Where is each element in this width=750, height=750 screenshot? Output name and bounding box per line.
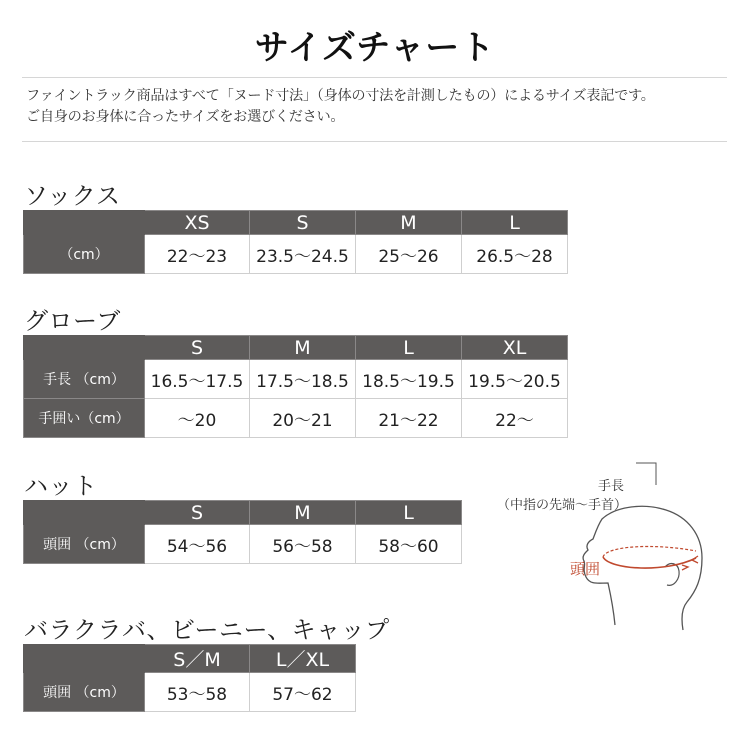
table-cell: 25〜26 bbox=[356, 235, 462, 274]
size-header: L bbox=[462, 211, 568, 235]
size-header: M bbox=[356, 211, 462, 235]
section-title-socks: ソックス bbox=[24, 182, 121, 210]
table-cell: 18.5〜19.5 bbox=[356, 360, 462, 399]
intro-line-2: ご自身のお身体に合ったサイズをお選びください。 bbox=[26, 109, 345, 125]
table-header-row bbox=[24, 211, 568, 235]
size-header: L／XL bbox=[250, 645, 356, 673]
gloves-size-table bbox=[23, 335, 568, 438]
table-cell: 26.5〜28 bbox=[462, 235, 568, 274]
head-circumference-label: 頭囲 bbox=[570, 560, 601, 578]
table-row bbox=[24, 525, 462, 564]
table-cell: 21〜22 bbox=[356, 399, 462, 438]
row-label: 頭囲 （cm） bbox=[24, 525, 145, 564]
table-corner bbox=[24, 501, 145, 525]
table-cell: 〜20 bbox=[145, 399, 250, 438]
divider-bottom bbox=[22, 141, 727, 142]
size-header: XS bbox=[145, 211, 250, 235]
table-cell: 22〜 bbox=[462, 399, 568, 438]
size-header: S bbox=[250, 211, 356, 235]
section-title-balaclava: バラクラバ、ビーニー、キャップ bbox=[24, 616, 390, 644]
row-label: （cm） bbox=[24, 235, 145, 274]
table-cell: 56〜58 bbox=[250, 525, 356, 564]
row-label: 手囲い（cm） bbox=[24, 399, 145, 438]
table-row bbox=[24, 673, 356, 712]
head-measurement-illustration bbox=[490, 455, 730, 635]
size-header: L bbox=[356, 336, 462, 360]
size-header: S／M bbox=[145, 645, 250, 673]
table-cell: 17.5〜18.5 bbox=[250, 360, 356, 399]
head-profile-icon bbox=[490, 455, 730, 635]
hand-length-note: （中指の先端〜手首） bbox=[497, 498, 628, 513]
table-cell: 20〜21 bbox=[250, 399, 356, 438]
table-cell: 19.5〜20.5 bbox=[462, 360, 568, 399]
table-corner bbox=[24, 336, 145, 360]
table-row bbox=[24, 360, 568, 399]
section-title-hat: ハット bbox=[24, 472, 98, 500]
table-cell: 58〜60 bbox=[356, 525, 462, 564]
table-header-row bbox=[24, 645, 356, 673]
row-label: 手長 （cm） bbox=[24, 360, 145, 399]
hand-length-label: 手長 bbox=[598, 479, 625, 494]
size-header: S bbox=[145, 336, 250, 360]
size-header: L bbox=[356, 501, 462, 525]
size-header: M bbox=[250, 501, 356, 525]
page-title: サイズチャート bbox=[254, 28, 496, 68]
socks-size-table bbox=[23, 210, 568, 274]
size-header: XL bbox=[462, 336, 568, 360]
intro-text bbox=[26, 86, 731, 128]
table-row bbox=[24, 235, 568, 274]
size-header: M bbox=[250, 336, 356, 360]
table-cell: 16.5〜17.5 bbox=[145, 360, 250, 399]
table-header-row bbox=[24, 336, 568, 360]
balaclava-size-table bbox=[23, 644, 356, 712]
section-title-gloves: グローブ bbox=[24, 307, 121, 335]
table-cell: 22〜23 bbox=[145, 235, 250, 274]
hat-size-table bbox=[23, 500, 462, 564]
table-cell: 54〜56 bbox=[145, 525, 250, 564]
divider-top bbox=[22, 77, 727, 78]
table-corner bbox=[24, 645, 145, 673]
row-label: 頭囲 （cm） bbox=[24, 673, 145, 712]
table-corner bbox=[24, 211, 145, 235]
intro-line-1: ファイントラック商品はすべて「ヌード寸法」（身体の寸法を計測したもの）によるサイズ表記です。 bbox=[26, 88, 655, 104]
table-header-row bbox=[24, 501, 462, 525]
size-header: S bbox=[145, 501, 250, 525]
table-row bbox=[24, 399, 568, 438]
table-cell: 23.5〜24.5 bbox=[250, 235, 356, 274]
table-cell: 57〜62 bbox=[250, 673, 356, 712]
table-cell: 53〜58 bbox=[145, 673, 250, 712]
